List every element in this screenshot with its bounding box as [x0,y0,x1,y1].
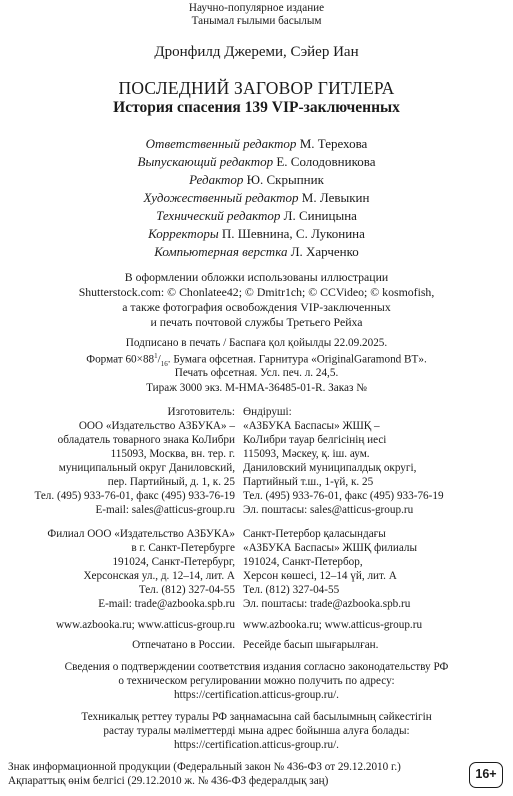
format-text: Формат 60×88 [86,353,155,366]
branch-kz-line: 191024, Санкт-Петербор, [243,556,363,568]
credit-name: М. Терехова [299,136,368,151]
branch-kz-line: «АЗБУКА Баспасы» ЖШҚ филиалы [243,542,418,554]
branch-kz-line: Эл. поштасы: trade@azbooka.spb.ru [243,598,411,610]
credit-role: Технический редактор [156,208,281,223]
credit-role: Редактор [189,172,244,187]
publisher-ru-line: обладатель товарного знака КоЛибри [57,434,235,446]
credit-name: П. Шевнина, С. Луконина [221,226,365,241]
certification-ru-line: Сведения о подтверждении соответствия издания согласно законодательству РФ [64,661,449,673]
cover-note-line: Shutterstock.com: © Chonlatee42; © Dmitr1ch; © CCVideo; © kosmofish, [78,285,435,299]
credit-line [0,244,513,260]
credit-line [0,154,513,170]
printed-in-kz: Ресейде басып шығарылған. [243,639,379,651]
publisher-kz-line: КоЛибри тауар белгісінің иесі [243,434,387,446]
publisher-ru-line: E-mail: sales@atticus-group.ru [95,504,235,516]
info-mark-kz: Ақпараттық өнім белгісі (29.12.2010 ж. № 436-ФЗ федералдық заң) [8,775,329,787]
websites-kz: www.azbooka.ru; www.atticus-group.ru [243,619,423,631]
branch-ru-line: Херсонская ул., д. 12–14, лит. А [83,570,235,582]
credit-name: М. Левыкин [301,190,370,205]
publisher-ru-line: 115093, Москва, вн. тер. г. [110,448,235,460]
publisher-kz-line: Даниловский муниципалдық округі, [243,462,417,474]
credit-role: Художественный редактор [143,190,299,205]
credit-name: Л. Харченко [290,244,359,259]
certification-ru-line: https://certification.atticus-group.ru/. [174,689,339,701]
credit-name: Л. Синицына [283,208,357,223]
publisher-kz-line: Өндіруші: [243,406,292,418]
book-subtitle: История спасения 139 VIP-заключенных [113,99,400,116]
branch-kz-line: Санкт-Петербор қаласындағы [243,528,386,540]
publisher-ru-line: Изготовитель: [167,406,235,418]
credit-role: Компьютерная верстка [154,244,288,259]
branch-ru-line: в г. Санкт-Петербурге [131,542,235,554]
websites-ru: www.azbooka.ru; www.atticus-group.ru [55,619,235,631]
publisher-ru-line: пер. Партийный, д. 1, к. 25 [107,476,235,488]
credit-role: Корректоры [148,226,219,241]
cover-note-line: В оформлении обложки использованы иллюстрации [124,270,389,284]
signed-date: Подписано в печать / Баспаға қол қойылды 22.09.2025. [125,337,388,349]
cover-note-line: а также фотография освобождения VIP-заключенных [122,300,391,314]
format-line: Формат $60\times 88^1/_{16}$. Бумага офсетная. Гарнитура «OriginalGaramond BT». [86,352,427,368]
credit-line [0,136,513,152]
publisher-ru-line: ООО «Издательство АЗБУКА» – [78,420,235,432]
credit-line [0,190,513,206]
print-type: Печать офсетная. Усл. печ. л. 24,5. [174,367,339,379]
credit-role: Ответственный редактор [145,136,297,151]
branch-ru-line: Тел. (812) 327-04-55 [138,584,235,596]
format-paper: . Бумага офсетная. Гарнитура «OriginalGaramond BT». [167,353,427,366]
info-mark-ru: Знак информационной продукции (Федеральный закон № 436-ФЗ от 29.12.2010 г.) [8,761,401,773]
book-title: ПОСЛЕДНИЙ ЗАГОВОР ГИТЛЕРА [118,78,395,98]
publisher-ru-line: муниципальный округ Даниловский, [58,462,235,474]
age-rating-badge: 16+ [469,762,503,788]
format-frac-den: 16 [160,359,168,368]
publisher-ru-line: Тел. (495) 933-76-01, факс (495) 933-76-19 [34,490,235,502]
printed-in-ru: Отпечатано в России. [132,639,235,651]
branch-kz-line: Тел. (812) 327-04-55 [243,584,340,596]
publisher-kz-line: «АЗБУКА Баспасы» ЖШҚ – [243,420,380,432]
branch-ru-line: 191024, Санкт-Петербург, [112,556,235,568]
publisher-kz-line: Эл. поштасы: sales@atticus-group.ru [243,504,414,516]
cover-note-line: и печать почтовой службы Третьего Рейха [150,315,363,329]
publisher-kz-line: Тел. (495) 933-76-01, факс (495) 933-76-19 [243,490,444,502]
certification-kz-line: растау туралы мәліметтерді мына адрес бойынша алуға болады: [103,725,410,737]
credit-name: Е. Солодовникова [276,154,376,169]
branch-ru-line: E-mail: trade@azbooka.spb.ru [98,598,235,610]
publisher-kz-line: Партийный т.ш., 1-үй, к. 25 [243,476,374,488]
credit-name: Ю. Скрыпник [246,172,324,187]
certification-kz-line: https://certification.atticus-group.ru/. [174,739,339,751]
certification-ru-line: о техническом регулировании можно получить по адресу: [118,675,395,687]
edition-type-kz: Танымал ғылыми басылым [191,15,322,27]
print-run: Тираж 3000 экз. М-НМА-36485-01-R. Заказ № [146,382,367,394]
edition-type: Научно-популярное издание [188,2,325,14]
credit-line [0,172,513,188]
credit-role: Выпускающий редактор [137,154,274,169]
credit-line [0,226,513,242]
format-frac-num: 1 [154,352,158,360]
branch-kz-line: Херсон көшесі, 12–14 үй, лит. А [243,570,397,582]
credit-line [0,208,513,224]
publisher-kz-line: 115093, Мәскеу, қ. іш. аум. [243,448,370,460]
authors: Дронфилд Джереми, Сэйер Иан [154,44,359,60]
certification-kz-line: Техникалық реттеу туралы РФ заңнамасына сай басылымның сәйкестігін [81,711,432,723]
branch-ru-line: Филиал ООО «Издательство АЗБУКА» [47,528,235,540]
